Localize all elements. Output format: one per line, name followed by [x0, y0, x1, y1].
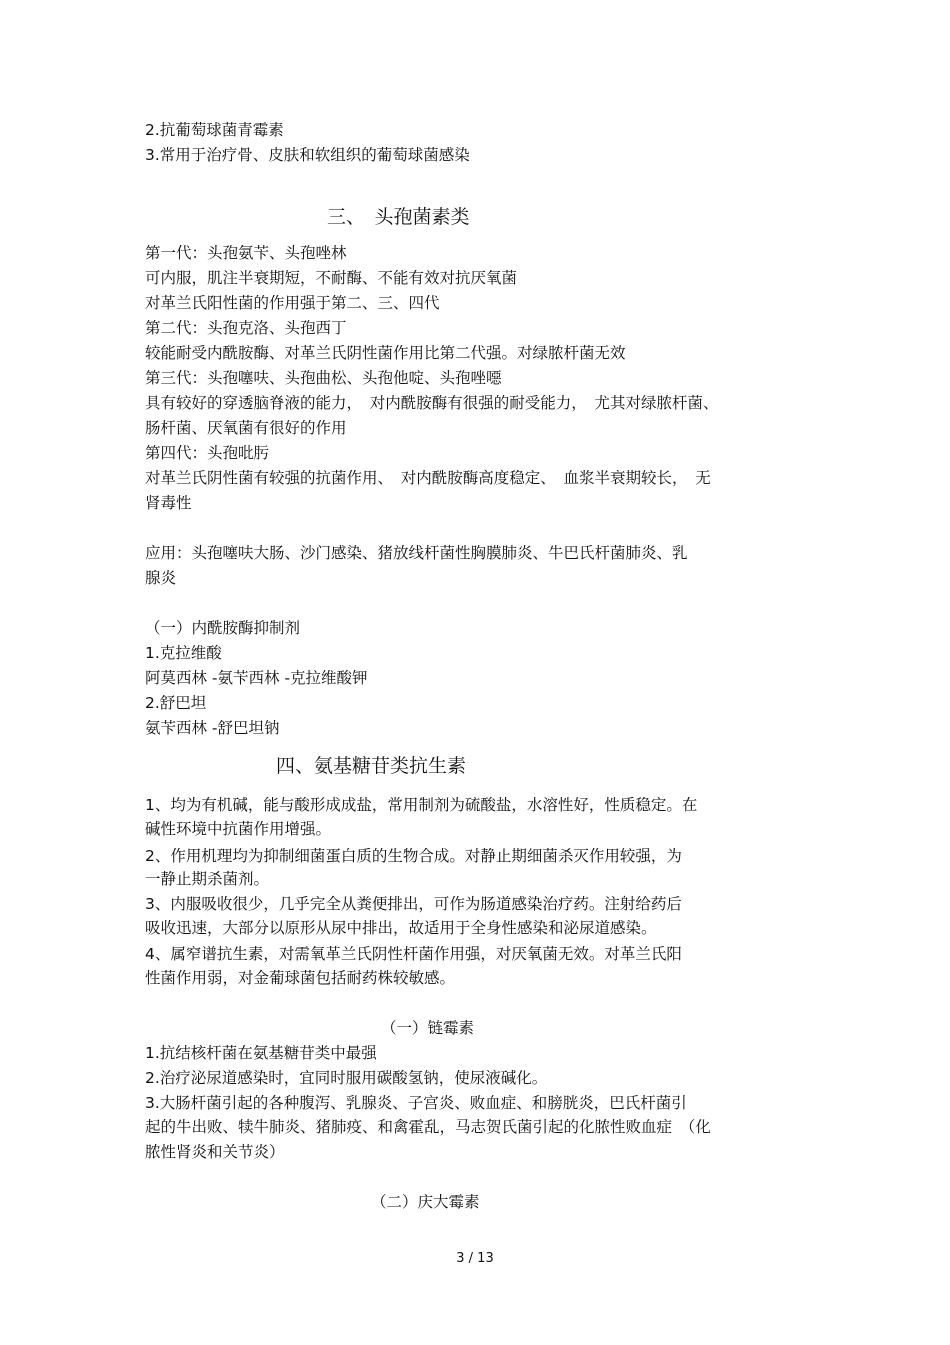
text-line: 1.抗结核杆菌在氨基糖苷类中最强: [145, 1044, 377, 1062]
text-line: 第二代：头孢克洛、头孢西丁: [145, 319, 347, 337]
text-line: 性菌作用弱，对金葡球菌包括耐药株较敏感。: [145, 969, 456, 987]
text-line: 起的牛出败、犊牛肺炎、猪肺疫、和禽霍乱，马志贺氏菌引起的化脓性败血症 （化: [145, 1118, 711, 1136]
text-line: 第一代：头孢氨苄、头孢唑林: [145, 244, 347, 262]
text-line: 1.克拉维酸: [145, 644, 222, 662]
text-line: 肠杆菌、厌氧菌有很好的作用: [145, 419, 347, 437]
subsection-heading: （一）链霉素: [381, 1019, 475, 1037]
subsection-heading: （一）内酰胺酶抑制剂: [145, 619, 301, 637]
text-line: 2.舒巴坦: [145, 694, 207, 712]
text-line: 3.常用于治疗骨、皮肤和软组织的葡萄球菌感染: [145, 146, 470, 164]
text-line: 3、内服吸收很少，几乎完全从粪便排出，可作为肠道感染治疗药。注射给药后: [145, 895, 682, 913]
section-heading: 四、氨基糖苷类抗生素: [276, 755, 467, 777]
text-line: 2、作用机理均为抑制细菌蛋白质的生物合成。对静止期细菌杀灭作用较强，为: [145, 847, 682, 865]
text-line: 第四代：头孢吡肟: [145, 444, 270, 462]
subsection-heading: （二）庆大霉素: [371, 1193, 480, 1211]
text-line: 阿莫西林 -氨苄西林 -克拉维酸钾: [145, 669, 368, 687]
text-line: 对革兰氏阴性菌有较强的抗菌作用、 对内酰胺酶高度稳定、 血浆半衰期较长， 无: [145, 469, 711, 487]
text-line: 2.抗葡萄球菌青霉素: [145, 121, 284, 139]
text-line: 氨苄西林 -舒巴坦钠: [145, 719, 280, 737]
text-line: 一静止期杀菌剂。: [145, 870, 270, 888]
text-line: 1、均为有机碱，能与酸形成成盐，常用制剂为硫酸盐，水溶性好，性质稳定。在: [145, 796, 698, 814]
text-line: 较能耐受内酰胺酶、对革兰氏阴性菌作用比第二代强。对绿脓杆菌无效: [145, 344, 626, 362]
text-line: 2.治疗泌尿道感染时，宜同时服用碳酸氢钠，使尿液碱化。: [145, 1069, 548, 1087]
text-line: 腺炎: [145, 569, 177, 587]
text-line: 碱性环境中抗菌作用增强。: [145, 820, 332, 838]
text-line: 4、属窄谱抗生素，对需氧革兰氏阴性杆菌作用强，对厌氧菌无效。对革兰氏阳: [145, 945, 682, 963]
section-heading: 三、 头孢菌素类: [327, 206, 470, 228]
text-line: 脓性肾炎和关节炎）: [145, 1143, 285, 1161]
text-line: 具有较好的穿透脑脊液的能力， 对内酰胺酶有很强的耐受能力， 尤其对绿脓杆菌、: [145, 394, 719, 412]
text-line: 第三代：头孢噻呋、头孢曲松、头孢他啶、头孢唑噁: [145, 369, 502, 387]
text-line: 肾毒性: [145, 494, 192, 512]
text-line: 应用：头孢噻呋大肠、沙门感染、猪放线杆菌性胸膜肺炎、牛巴氏杆菌肺炎、乳: [145, 544, 688, 562]
text-line: 吸收迅速，大部分以原形从尿中排出，故适用于全身性感染和泌尿道感染。: [145, 919, 657, 937]
text-line: 可内服，肌注半衰期短，不耐酶、不能有效对抗厌氧菌: [145, 269, 518, 287]
text-line: 对革兰氏阳性菌的作用强于第二、三、四代: [145, 294, 440, 312]
page-indicator: 3 / 13: [456, 1251, 494, 1266]
text-line: 3.大肠杆菌引起的各种腹泻、乳腺炎、子宫炎、败血症、和膀胱炎，巴氏杆菌引: [145, 1094, 687, 1112]
